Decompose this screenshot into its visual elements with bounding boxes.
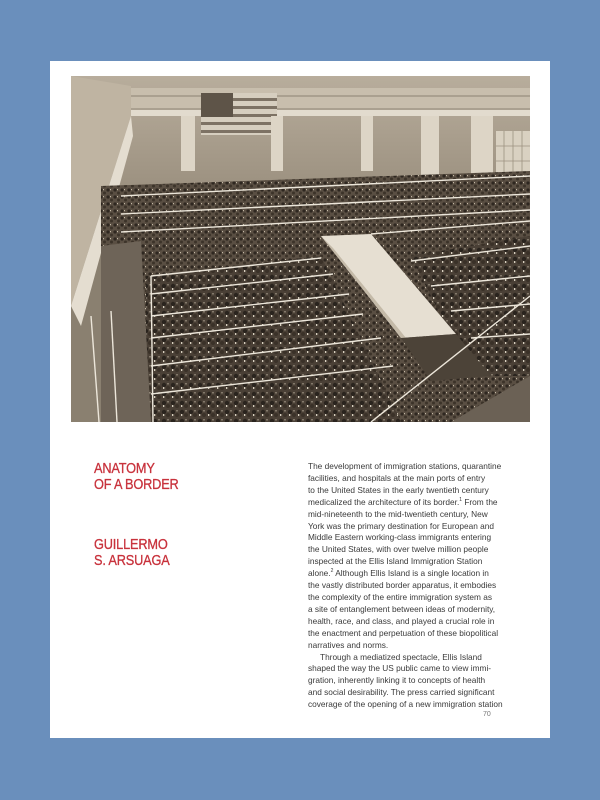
article-author: GUILLERMO S. ARSUAGA (94, 537, 170, 569)
paragraph-1: The development of immigration stations, quarantine facilities, and hospitals at the main ports of entry to the United States in the early twentieth century medicalized the architecture of its border.$^1$ From the mid-nineteenth to the mid-twentieth century, New York was the primary destination for European and Middle Eastern working-class immigrants entering the United States, with over twelve million people inspected at the Ellis Island Immigration Station alone.$^2$ Although Ellis Island is a single location in the vastly distributed border apparatus, it embodies the complexity of the entire immigration system as a site of entanglement between ideas of modernity, health, race, and class, and played a crucial role in the enactment and perpetuation of these biopolitical narratives and norms. (308, 461, 502, 650)
article-title: ANATOMY OF A BORDER (94, 461, 179, 493)
footnote-ref-1[interactable]: 1 (459, 496, 463, 503)
ellis-island-photograph (71, 76, 530, 422)
article-heading (94, 461, 274, 569)
american-flag-icon (201, 93, 277, 135)
page-number: 70 (483, 711, 491, 718)
footnote-ref-2[interactable]: 2 (330, 568, 334, 575)
article-body (308, 461, 518, 711)
book-page (50, 61, 550, 738)
paragraph-2: Through a mediatized spectacle, Ellis Island shaped the way the US public came to view immi- gration, inherently linking it to concepts of health and social desirability. The press carried significant coverage of the opening of a new immigration station (308, 651, 503, 710)
photo-illustration (71, 76, 530, 422)
